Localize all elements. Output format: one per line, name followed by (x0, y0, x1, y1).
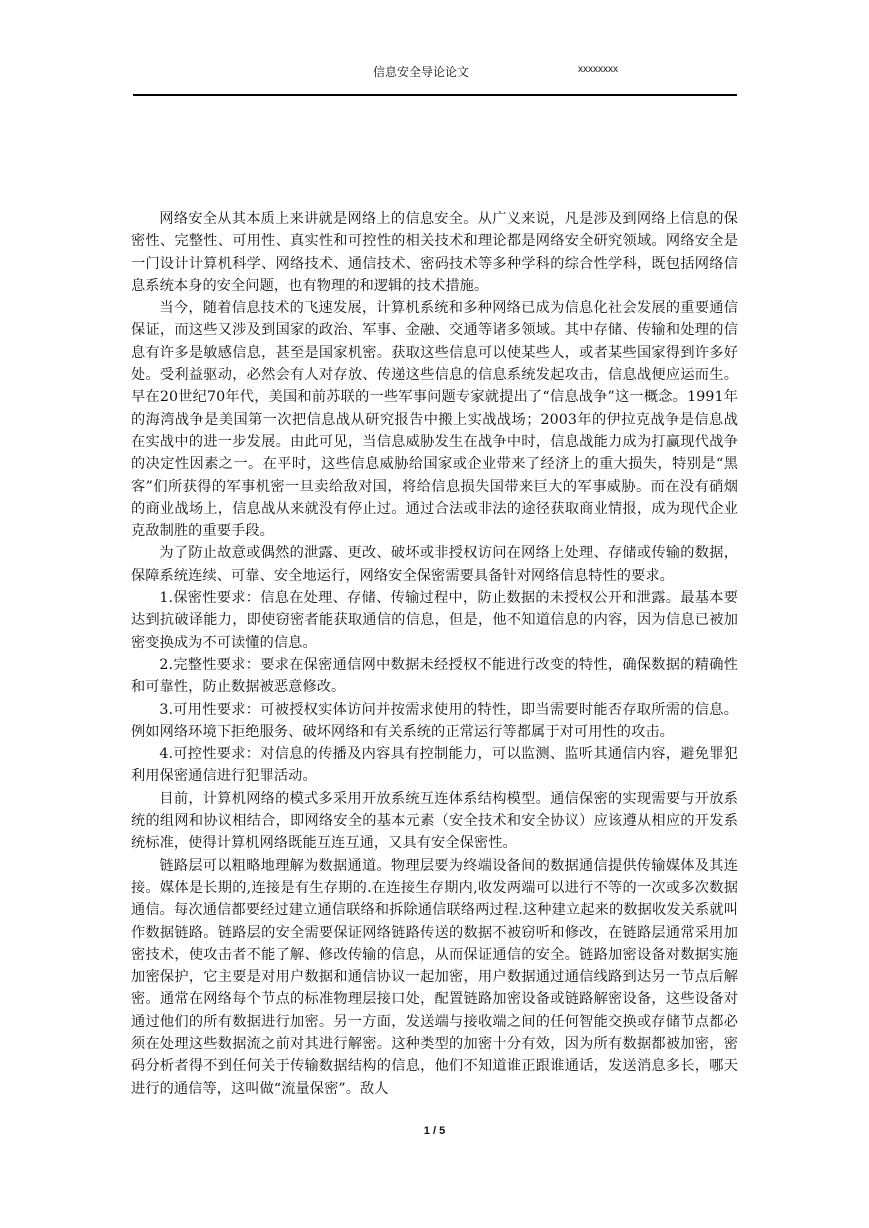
paragraph: 链路层可以粗略地理解为数据通道。物理层要为终端设备间的数据通信提供传输媒体及其连接。媒体是长期的,连接是有生存期的.在连接生存期内,收发两端可以进行不等的一次或多次数据通信。每次通信都要经过建立通信联络和拆除通信联络两过程.这种建立起来的数据收发关系就叫作数据链路。链路层的安全需要保证网络链路传送的数据不被窃听和修改，在链路层通常采用加密技术，使攻击者不能了解、修改传输的信息，从而保证通信的安全。链路加密设备对数据实施加密保护，它主要是对用户数据和通信协议一起加密，用户数据通过通信线路到达另一节点后解密。通常在网络每个节点的标准物理层接口处，配置链路加密设备或链路解密设备，这些设备对通过他们的所有数据进行加密。另一方面，发送端与接收端之间的任何智能交换或存储节点都必须在处理这些数据流之前对其进行解密。这种类型的加密十分有效，因为所有数据都被加密，密码分析者得不到任何关于传输数据结构的信息，他们不知道谁正跟谁通话，发送消息多长，哪天进行的通信等，这叫做“流量保密”。敌人 (131, 857, 738, 1097)
header-author: xxxxxxxx (578, 64, 618, 75)
paragraph: 网络安全从其本质上来讲就是网络上的信息安全。从广义来说，凡是涉及到网络上信息的保密性、完整性、可用性、真实性和可控性的相关技术和理论都是网络安全研究领域。网络安全是一门设计计算机科学、网络技术、通信技术、密码技术等多种学科的综合性学科，既包括网络信息系统本身的安全问题，也有物理的和逻辑的技术措施。 (131, 211, 738, 294)
page-number: 1 / 5 (423, 1125, 446, 1137)
paragraph: 当今，随着信息技术的飞速发展，计算机系统和多种网络已成为信息化社会发展的重要通信保证，而这些又涉及到国家的政治、军事、金融、交通等诸多领域。其中存储、传输和处理的信息有许多是敏感信息，甚至是国家机密。获取这些信息可以使某些人，或者某些国家得到许多好处。受利益驱动，必然会有人对存放、传递这些信息的信息系统发起攻击，信息战便应运而生。早在20世纪70年代，美国和前苏联的一些军事问题专家就提出了“信息战争”这一概念。1991年的海湾战争是美国第一次把信息战从研究报告中搬上实战战场；2003年的伊拉克战争是信息战在实战中的进一步发展。由此可见，当信息威胁发生在战争中时，信息战能力成为打赢现代战争的决定性因素之一。在平时，这些信息威胁给国家或企业带来了经济上的重大损失，特别是“黑客”们所获得的军事机密一旦卖给敌对国，将给信息损失国带来巨大的军事威胁。而在没有硝烟的商业战场上，信息战从来就没有停止过。通过合法或非法的途径获取商业情报，成为现代企业克敌制胜的重要手段。 (131, 300, 738, 540)
header-title: 信息安全导论论文 (373, 65, 470, 79)
paragraph: 1.保密性要求：信息在处理、存储、传输过程中，防止数据的未授权公开和泄露。最基本要达到抗破译能力，即使窃密者能获取通信的信息，但是，他不知道信息的内容，因为信息已被加密变换成为不可读懂的信息。 (131, 590, 738, 651)
paragraph: 4.可控性要求：对信息的传播及内容具有控制能力，可以监测、监听其通信内容，避免罪犯利用保密通信进行犯罪活动。 (131, 746, 738, 785)
document-body (131, 208, 738, 1100)
page-header (133, 58, 737, 96)
paragraph: 目前，计算机网络的模式多采用开放系统互连体系结构模型。通信保密的实现需要与开放系统的组网和协议相结合，即网络安全的基本元素（安全技术和安全协议）应该遵从相应的开发系统标准，使得计算机网络既能互连互通，又具有安全保密性。 (131, 790, 738, 852)
paragraph: 2.完整性要求：要求在保密通信网中数据未经授权不能进行改变的特性，确保数据的精确性和可靠性，防止数据被恶意修改。 (131, 656, 738, 696)
paragraph: 为了防止故意或偶然的泄露、更改、破坏或非授权访问在网络上处理、存储或传输的数据，保障系统连续、可靠、安全地运行，网络安全保密需要具备针对网络信息特性的要求。 (131, 545, 738, 584)
paragraph: 3.可用性要求：可被授权实体访问并按需求使用的特性，即当需要时能否存取所需的信息。例如网络环境下拒绝服务、破坏网络和有关系统的正常运行等都属于对可用性的攻击。 (131, 701, 738, 740)
